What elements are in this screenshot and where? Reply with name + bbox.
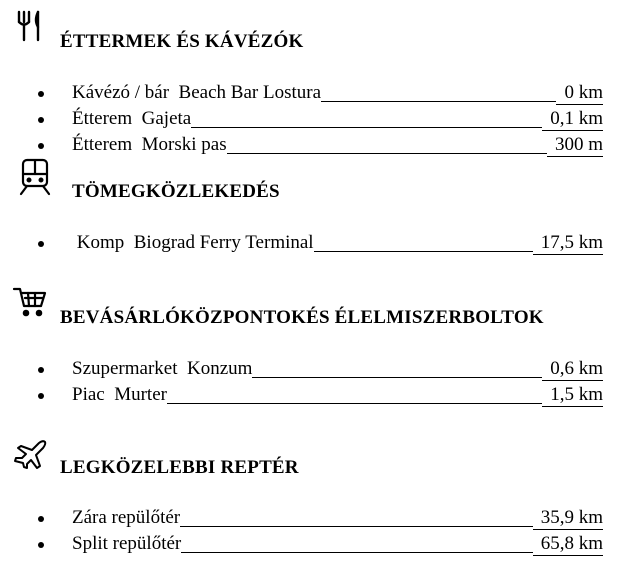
place-name: Zára repülőtér — [72, 507, 181, 528]
place-distance: 0 km — [556, 82, 603, 105]
place-name: Étterem Morski pas — [72, 134, 227, 155]
place-name: Komp Biograd Ferry Terminal — [72, 232, 314, 253]
bullet — [38, 393, 44, 399]
shopping-cart-icon — [12, 286, 48, 318]
leader-line — [191, 126, 542, 128]
place-name: Split repülőtér — [72, 533, 182, 554]
bullet — [38, 143, 44, 149]
list-item — [0, 134, 619, 156]
place-distance: 0,1 km — [542, 108, 603, 131]
fork-knife-icon — [16, 10, 44, 42]
leader-line — [321, 100, 556, 102]
leader-line — [227, 152, 547, 154]
list-item — [0, 507, 619, 529]
list-item — [0, 82, 619, 104]
place-name: Étterem Gajeta — [72, 108, 192, 129]
place-distance: 65,8 km — [533, 533, 603, 556]
leader-line — [252, 376, 542, 378]
bullet — [38, 91, 44, 97]
bullet — [38, 542, 44, 548]
section-heading: LEGKÖZELEBBI REPTÉR — [60, 457, 299, 478]
section-heading: ÉTTERMEK ÉS KÁVÉZÓK — [60, 31, 304, 52]
place-name: Piac Murter — [72, 384, 167, 405]
airplane-icon — [12, 438, 48, 470]
place-name: Szupermarket Konzum — [72, 358, 253, 379]
place-distance: 1,5 km — [542, 384, 603, 407]
bullet — [38, 241, 44, 247]
section-heading: BEVÁSÁRLÓKÖZPONTOKÉS ÉLELMISZERBOLTOK — [60, 307, 544, 328]
bullet — [38, 367, 44, 373]
bullet — [38, 117, 44, 123]
place-distance: 0,6 km — [542, 358, 603, 381]
leader-line — [167, 402, 542, 404]
place-distance: 35,9 km — [533, 507, 603, 530]
section-heading: TÖMEGKÖZLEKEDÉS — [72, 181, 280, 202]
list-item — [0, 384, 619, 406]
place-distance: 300 m — [547, 134, 603, 157]
list-item — [0, 358, 619, 380]
list-item — [0, 533, 619, 555]
leader-line — [314, 250, 533, 252]
place-name: Kávézó / bár Beach Bar Lostura — [72, 82, 322, 103]
bullet — [38, 516, 44, 522]
train-icon — [18, 158, 52, 196]
list-item — [0, 108, 619, 130]
leader-line — [180, 525, 533, 527]
list-item — [0, 232, 619, 254]
place-distance: 17,5 km — [533, 232, 603, 255]
leader-line — [181, 551, 532, 553]
